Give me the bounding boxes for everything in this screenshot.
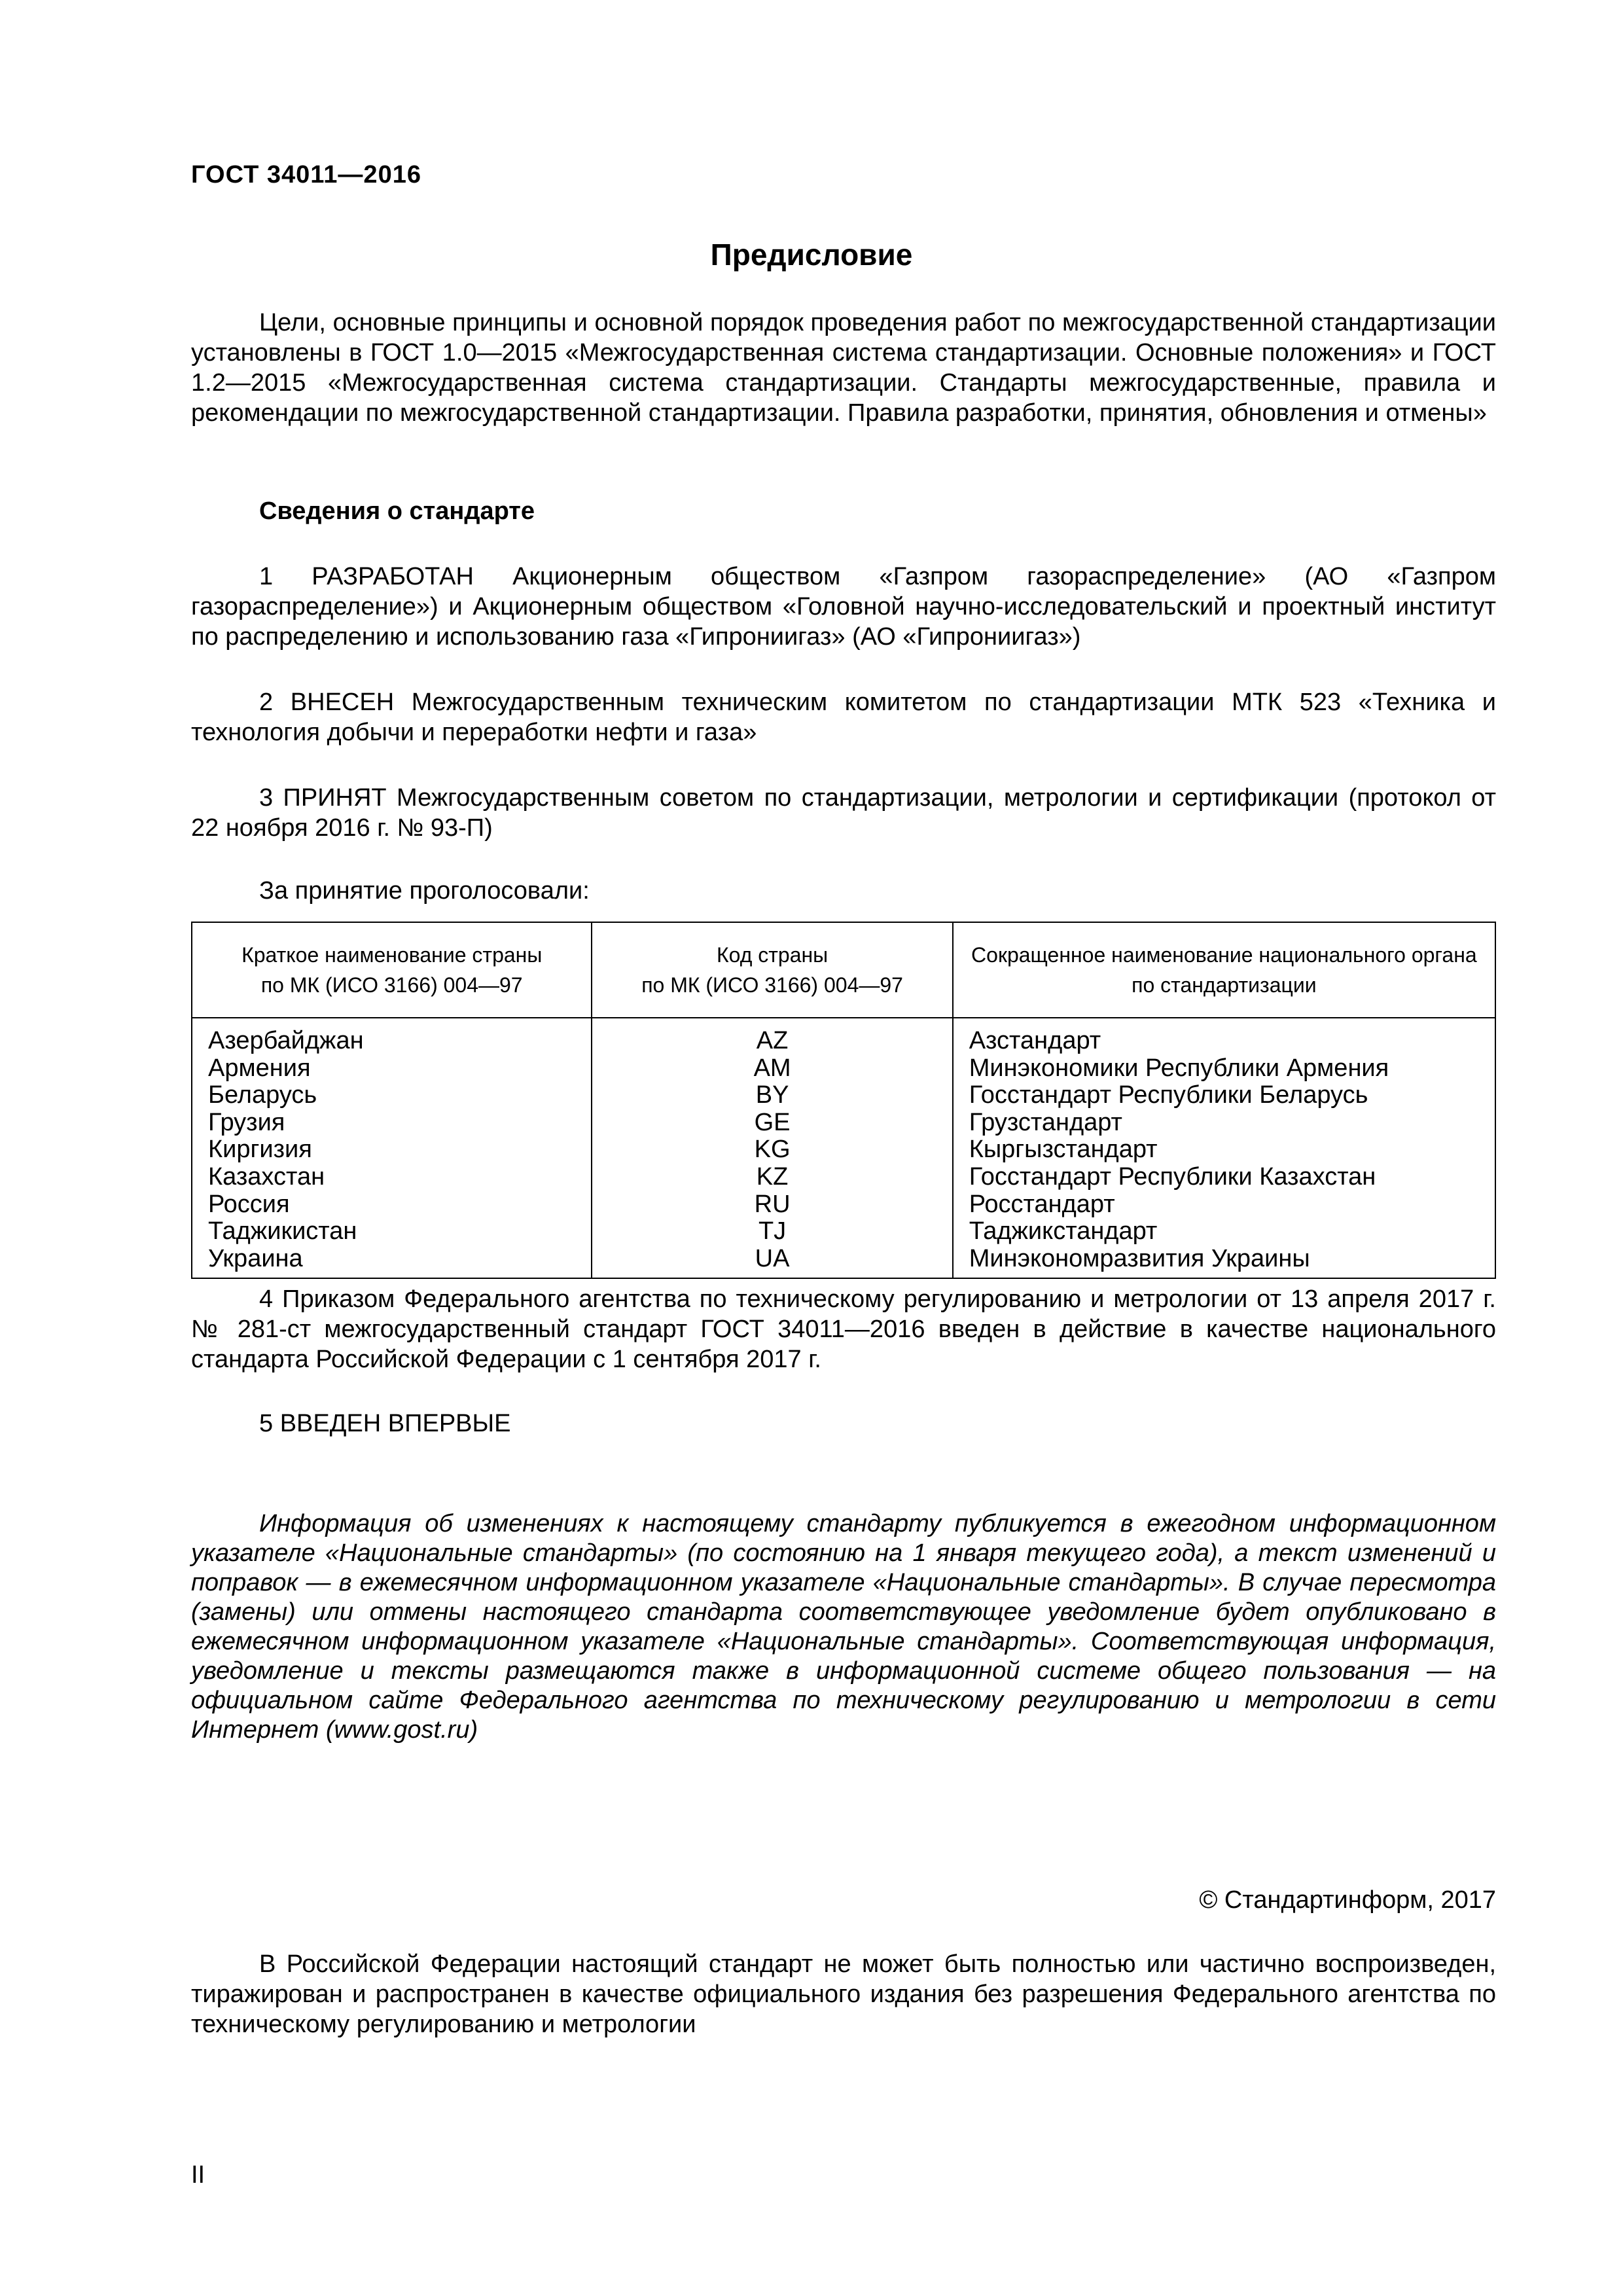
body-cell: Таджикстандарт <box>953 1218 1495 1246</box>
intro-paragraph: Цели, основные принципы и основной порядок проведения работ по межгосударственной стандартизации установлены в ГОСТ 1.0—2015 «Межгосударственная система стандартизации. Основные положения» и ГОСТ 1.2—2015 «Межгосударственная система стандартизации. Стандарты межгосударственные, правила и рекомендации по межгосударственной стандартизации. Правила разработки, принятия, обновления и отмены» <box>191 309 1496 427</box>
vote-intro: За принятие проголосовали: <box>259 877 590 905</box>
table-row <box>192 1018 1495 1055</box>
code-cell: KG <box>592 1136 952 1164</box>
table-row <box>192 1109 1495 1137</box>
document-id: ГОСТ 34011—2016 <box>191 161 421 188</box>
header-code <box>592 922 952 1018</box>
table-row <box>192 1055 1495 1083</box>
country-cell: Беларусь <box>192 1082 592 1109</box>
copyright: © Стандартинформ, 2017 <box>1199 1886 1496 1914</box>
header-country <box>192 922 592 1018</box>
header-body <box>953 922 1495 1018</box>
body-cell: Кыргызстандарт <box>953 1136 1495 1164</box>
code-cell: AZ <box>592 1018 952 1055</box>
code-cell: GE <box>592 1109 952 1137</box>
item-4-enactment: 4 Приказом Федерального агентства по техническому регулированию и метрологии от 13 апреля 2017 г. № 281-ст межгосударственный стандарт ГОСТ 34011—2016 введен в действие в качестве национального стандарта Российской Федерации с 1 сентября 2017 г. <box>191 1285 1496 1373</box>
country-cell: Украина <box>192 1246 592 1279</box>
page-number: II <box>191 2161 205 2189</box>
item-1-developed-by: 1 РАЗРАБОТАН Акционерным обществом «Газпром газораспределение» (АО «Газпром газораспределение») и Акционерным обществом «Головной научно-исследовательский и проектный институт по распределению и использованию газа «Гипрониигаз» (АО «Гипрониигаз») <box>191 563 1496 651</box>
item-5-first-introduced: 5 ВВЕДЕН ВПЕРВЫЕ <box>259 1410 511 1437</box>
voting-table <box>191 922 1496 1279</box>
code-cell: RU <box>592 1191 952 1219</box>
table-row <box>192 1218 1495 1246</box>
country-cell: Армения <box>192 1055 592 1083</box>
section-heading: Сведения о стандарте <box>259 497 535 525</box>
table-row <box>192 1164 1495 1191</box>
header-country-line2: по МК (ИСО 3166) 004—97 <box>260 973 523 997</box>
header-country-line1: Краткое наименование страны <box>241 943 543 967</box>
header-code-line1: Код страны <box>716 943 829 967</box>
code-cell: KZ <box>592 1164 952 1191</box>
code-cell: BY <box>592 1082 952 1109</box>
table-row <box>192 1136 1495 1164</box>
header-body-line1: Сокращенное наименование национального органа <box>971 943 1477 967</box>
code-cell: TJ <box>592 1218 952 1246</box>
item-3-adopted-by: 3 ПРИНЯТ Межгосударственным советом по стандартизации, метрологии и сертификации (протокол от 22 ноября 2016 г. № 93-П) <box>191 784 1496 842</box>
table-row <box>192 1191 1495 1219</box>
body-cell: Госстандарт Республики Беларусь <box>953 1082 1495 1109</box>
code-cell: AM <box>592 1055 952 1083</box>
country-cell: Киргизия <box>192 1136 592 1164</box>
country-cell: Грузия <box>192 1109 592 1137</box>
body-cell: Минэкономики Республики Армения <box>953 1055 1495 1083</box>
country-cell: Казахстан <box>192 1164 592 1191</box>
code-cell: UA <box>592 1246 952 1279</box>
body-cell: Госстандарт Республики Казахстан <box>953 1164 1495 1191</box>
body-cell: Росстандарт <box>953 1191 1495 1219</box>
table-header-row <box>192 922 1495 1018</box>
header-body-line2: по стандартизации <box>1132 973 1317 997</box>
table-row <box>192 1082 1495 1109</box>
page-title: Предисловие <box>710 238 913 272</box>
country-cell: Таджикистан <box>192 1218 592 1246</box>
change-notice: Информация об изменениях к настоящему стандарту публикуется в ежегодном информационном указателе «Национальные стандарты» (по состоянию на 1 января текущего года), а текст изменений и поправок — в ежемесячном информационном указателе «Национальные стандарты». В случае пересмотра (замены) или отмены настоящего стандарта соответствующее уведомление будет опубликовано в ежемесячном информационном указателе «Национальные стандарты». Соответствующая информация, уведомление и тексты размещаются также в информационной системе общего пользования — на официальном сайте Федерального агентства по техническому регулированию и метрологии в сети Интернет (www.gost.ru) <box>191 1510 1496 1744</box>
table-row <box>192 1246 1495 1279</box>
item-2-submitted-by: 2 ВНЕСЕН Межгосударственным техническим комитетом по стандартизации МТК 523 «Техника и технология добычи и переработки нефти и газа» <box>191 689 1496 746</box>
legal-notice: В Российской Федерации настоящий стандарт не может быть полностью или частично воспроизведен, тиражирован и распространен в качестве официального издания без разрешения Федерального агентства по техническому регулированию и метрологии <box>191 1950 1496 2038</box>
body-cell: Грузстандарт <box>953 1109 1495 1137</box>
country-cell: Россия <box>192 1191 592 1219</box>
country-cell: Азербайджан <box>192 1018 592 1055</box>
body-cell: Азстандарт <box>953 1018 1495 1055</box>
header-code-line2: по МК (ИСО 3166) 004—97 <box>641 973 903 997</box>
body-cell: Минэкономразвития Украины <box>953 1246 1495 1279</box>
